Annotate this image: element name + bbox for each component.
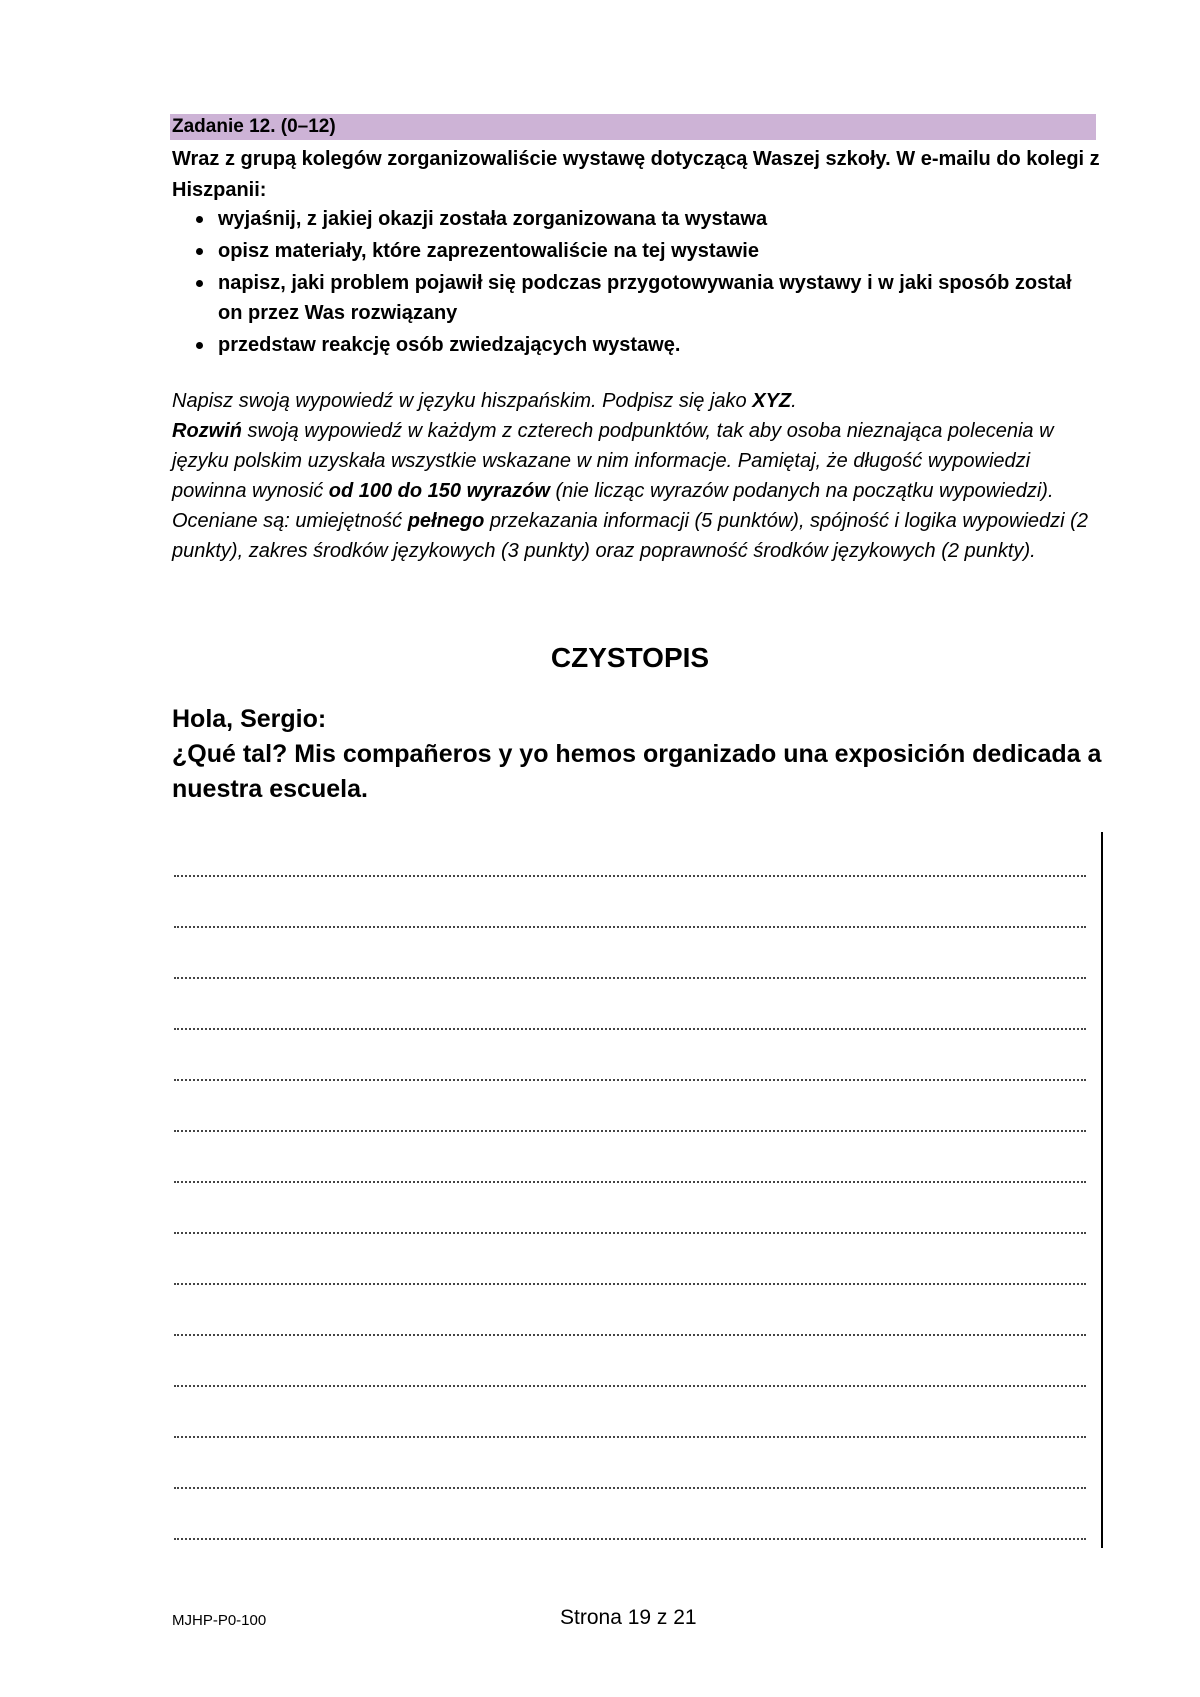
bullet-text: przedstaw reakcję osób zwiedzających wystawę. xyxy=(218,334,681,356)
instructions xyxy=(172,386,1102,566)
answer-line[interactable] xyxy=(174,1183,1086,1234)
instructions-text: Napisz swoją wypowiedź w języku hiszpańskim. Podpisz się jako xyxy=(172,390,753,412)
instructions-text: przekazania informacji (5 punktów), spójność i logika wypowiedzi (2 punkty), zakres środków językowych (3 punkty) oraz poprawność środków językowych (2 punkty). xyxy=(172,510,1088,562)
margin-rule xyxy=(1101,832,1103,1548)
bullet-text: opisz materiały, które zaprezentowaliście na tej wystawie xyxy=(218,240,759,262)
bullet-text: wyjaśnij, z jakiej okazji została zorganizowana ta wystawa xyxy=(218,208,768,230)
answer-line[interactable] xyxy=(174,1081,1086,1132)
answer-line[interactable] xyxy=(174,826,1086,877)
instructions-line-1 xyxy=(172,386,1102,416)
task-bullet-list xyxy=(172,204,1072,362)
task-header: Zadanie 12. (0–12) xyxy=(170,114,1096,140)
answer-line[interactable] xyxy=(174,1234,1086,1285)
bullet-text: napisz, jaki problem pojawił się podczas przygotowywania wystawy i w jaki sposób został on przez Was rozwiązany xyxy=(218,272,1072,324)
task-bullet xyxy=(172,204,1072,234)
instructions-emphasis: pełnego xyxy=(407,510,485,532)
answer-line[interactable] xyxy=(174,1030,1086,1081)
letter-opening: ¿Qué tal? Mis compañeros y yo hemos organizado una exposición dedicada a nuestra escuela. xyxy=(172,740,1102,803)
answer-line[interactable] xyxy=(174,1438,1086,1489)
answer-line[interactable] xyxy=(174,877,1086,928)
section-title: CZYSTOPIS xyxy=(550,642,710,673)
instructions-text: swoją wypowiedź w każdym z czterech podpunktów, tak aby osoba nieznająca polecenia w języku polskim uzyskała wszystkie wskazane w nim informacje. Pamiętaj, że długość wypowiedzi powinna wynosić xyxy=(172,420,1054,502)
instructions-text: . xyxy=(791,390,797,412)
instructions-emphasis: Rozwiń xyxy=(172,420,242,442)
bullet-icon xyxy=(196,342,203,349)
task-bullet xyxy=(172,330,1072,360)
task-bullet xyxy=(172,268,1072,328)
answer-lines[interactable] xyxy=(174,826,1086,1540)
word-count-requirement: od 100 do 150 wyrazów xyxy=(328,480,550,502)
instructions-text: (nie licząc wyrazów podanych na początku wypowiedzi). Oceniane są: umiejętność xyxy=(172,480,1054,532)
signature-code: XYZ xyxy=(752,390,792,412)
letter-start xyxy=(172,702,1102,807)
bullet-icon xyxy=(196,248,203,255)
answer-line[interactable] xyxy=(174,1489,1086,1540)
answer-line[interactable] xyxy=(174,979,1086,1030)
bullet-icon xyxy=(196,280,203,287)
letter-greeting: Hola, Sergio: xyxy=(172,705,327,733)
bullet-icon xyxy=(196,216,203,223)
answer-line[interactable] xyxy=(174,1336,1086,1387)
answer-line[interactable] xyxy=(174,928,1086,979)
instructions-paragraph xyxy=(172,416,1102,566)
task-bullet xyxy=(172,236,1072,266)
answer-line[interactable] xyxy=(174,1132,1086,1183)
page-number: Strona 19 z 21 xyxy=(560,1606,697,1629)
task-intro: Wraz z grupą kolegów zorganizowaliście wystawę dotyczącą Waszej szkoły. W e-mailu do kolegi z Hiszpanii: xyxy=(172,148,1100,201)
exam-code: MJHP-P0-100 xyxy=(172,1612,267,1629)
answer-line[interactable] xyxy=(174,1285,1086,1336)
answer-line[interactable] xyxy=(174,1387,1086,1438)
